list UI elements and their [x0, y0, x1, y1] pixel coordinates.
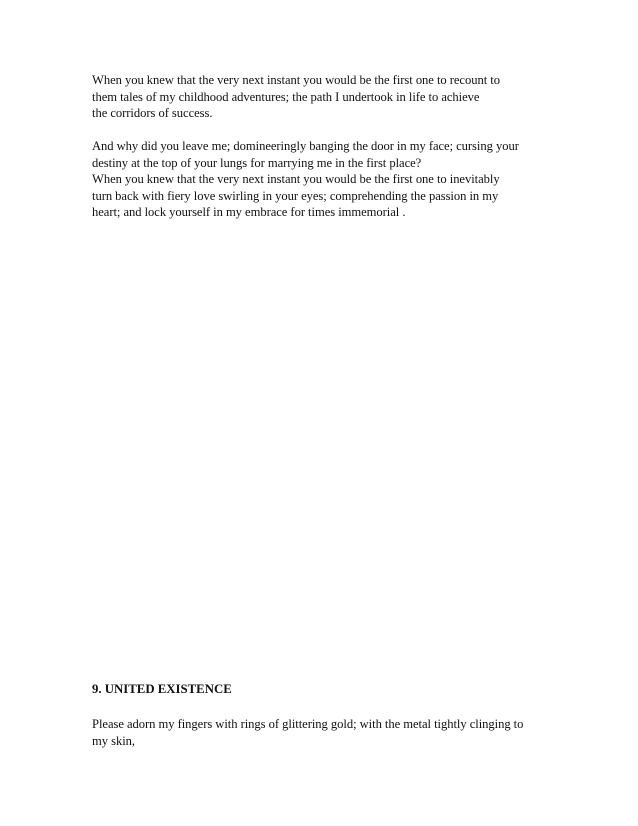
section-heading: 9. UNITED EXISTENCE: [92, 682, 232, 696]
paragraph-recount: [92, 72, 562, 122]
text-line: my skin,: [92, 733, 135, 748]
text-line: them tales of my childhood adventures; the path I undertook in life to achieve: [92, 89, 480, 104]
text-line: Please adorn my fingers with rings of glittering gold; with the metal tightly clinging to: [92, 717, 524, 731]
paragraph-leave-me: [92, 138, 562, 221]
section-heading-block: [92, 681, 562, 698]
text-line: turn back with fiery love swirling in your eyes; comprehending the passion in my: [92, 188, 499, 203]
paragraph-adorn: [92, 716, 562, 749]
text-line: the corridors of success.: [92, 106, 213, 120]
text-line: heart; and lock yourself in my embrace for times immemorial .: [92, 205, 406, 219]
text-line: destiny at the top of your lungs for marrying me in the first place?: [92, 155, 422, 170]
text-line: When you knew that the very next instant you would be the first one to recount to: [92, 73, 500, 87]
text-line: And why did you leave me; domineeringly banging the door in my face; cursing your: [92, 139, 519, 153]
text-line: When you knew that the very next instant you would be the first one to inevitably: [92, 172, 500, 186]
